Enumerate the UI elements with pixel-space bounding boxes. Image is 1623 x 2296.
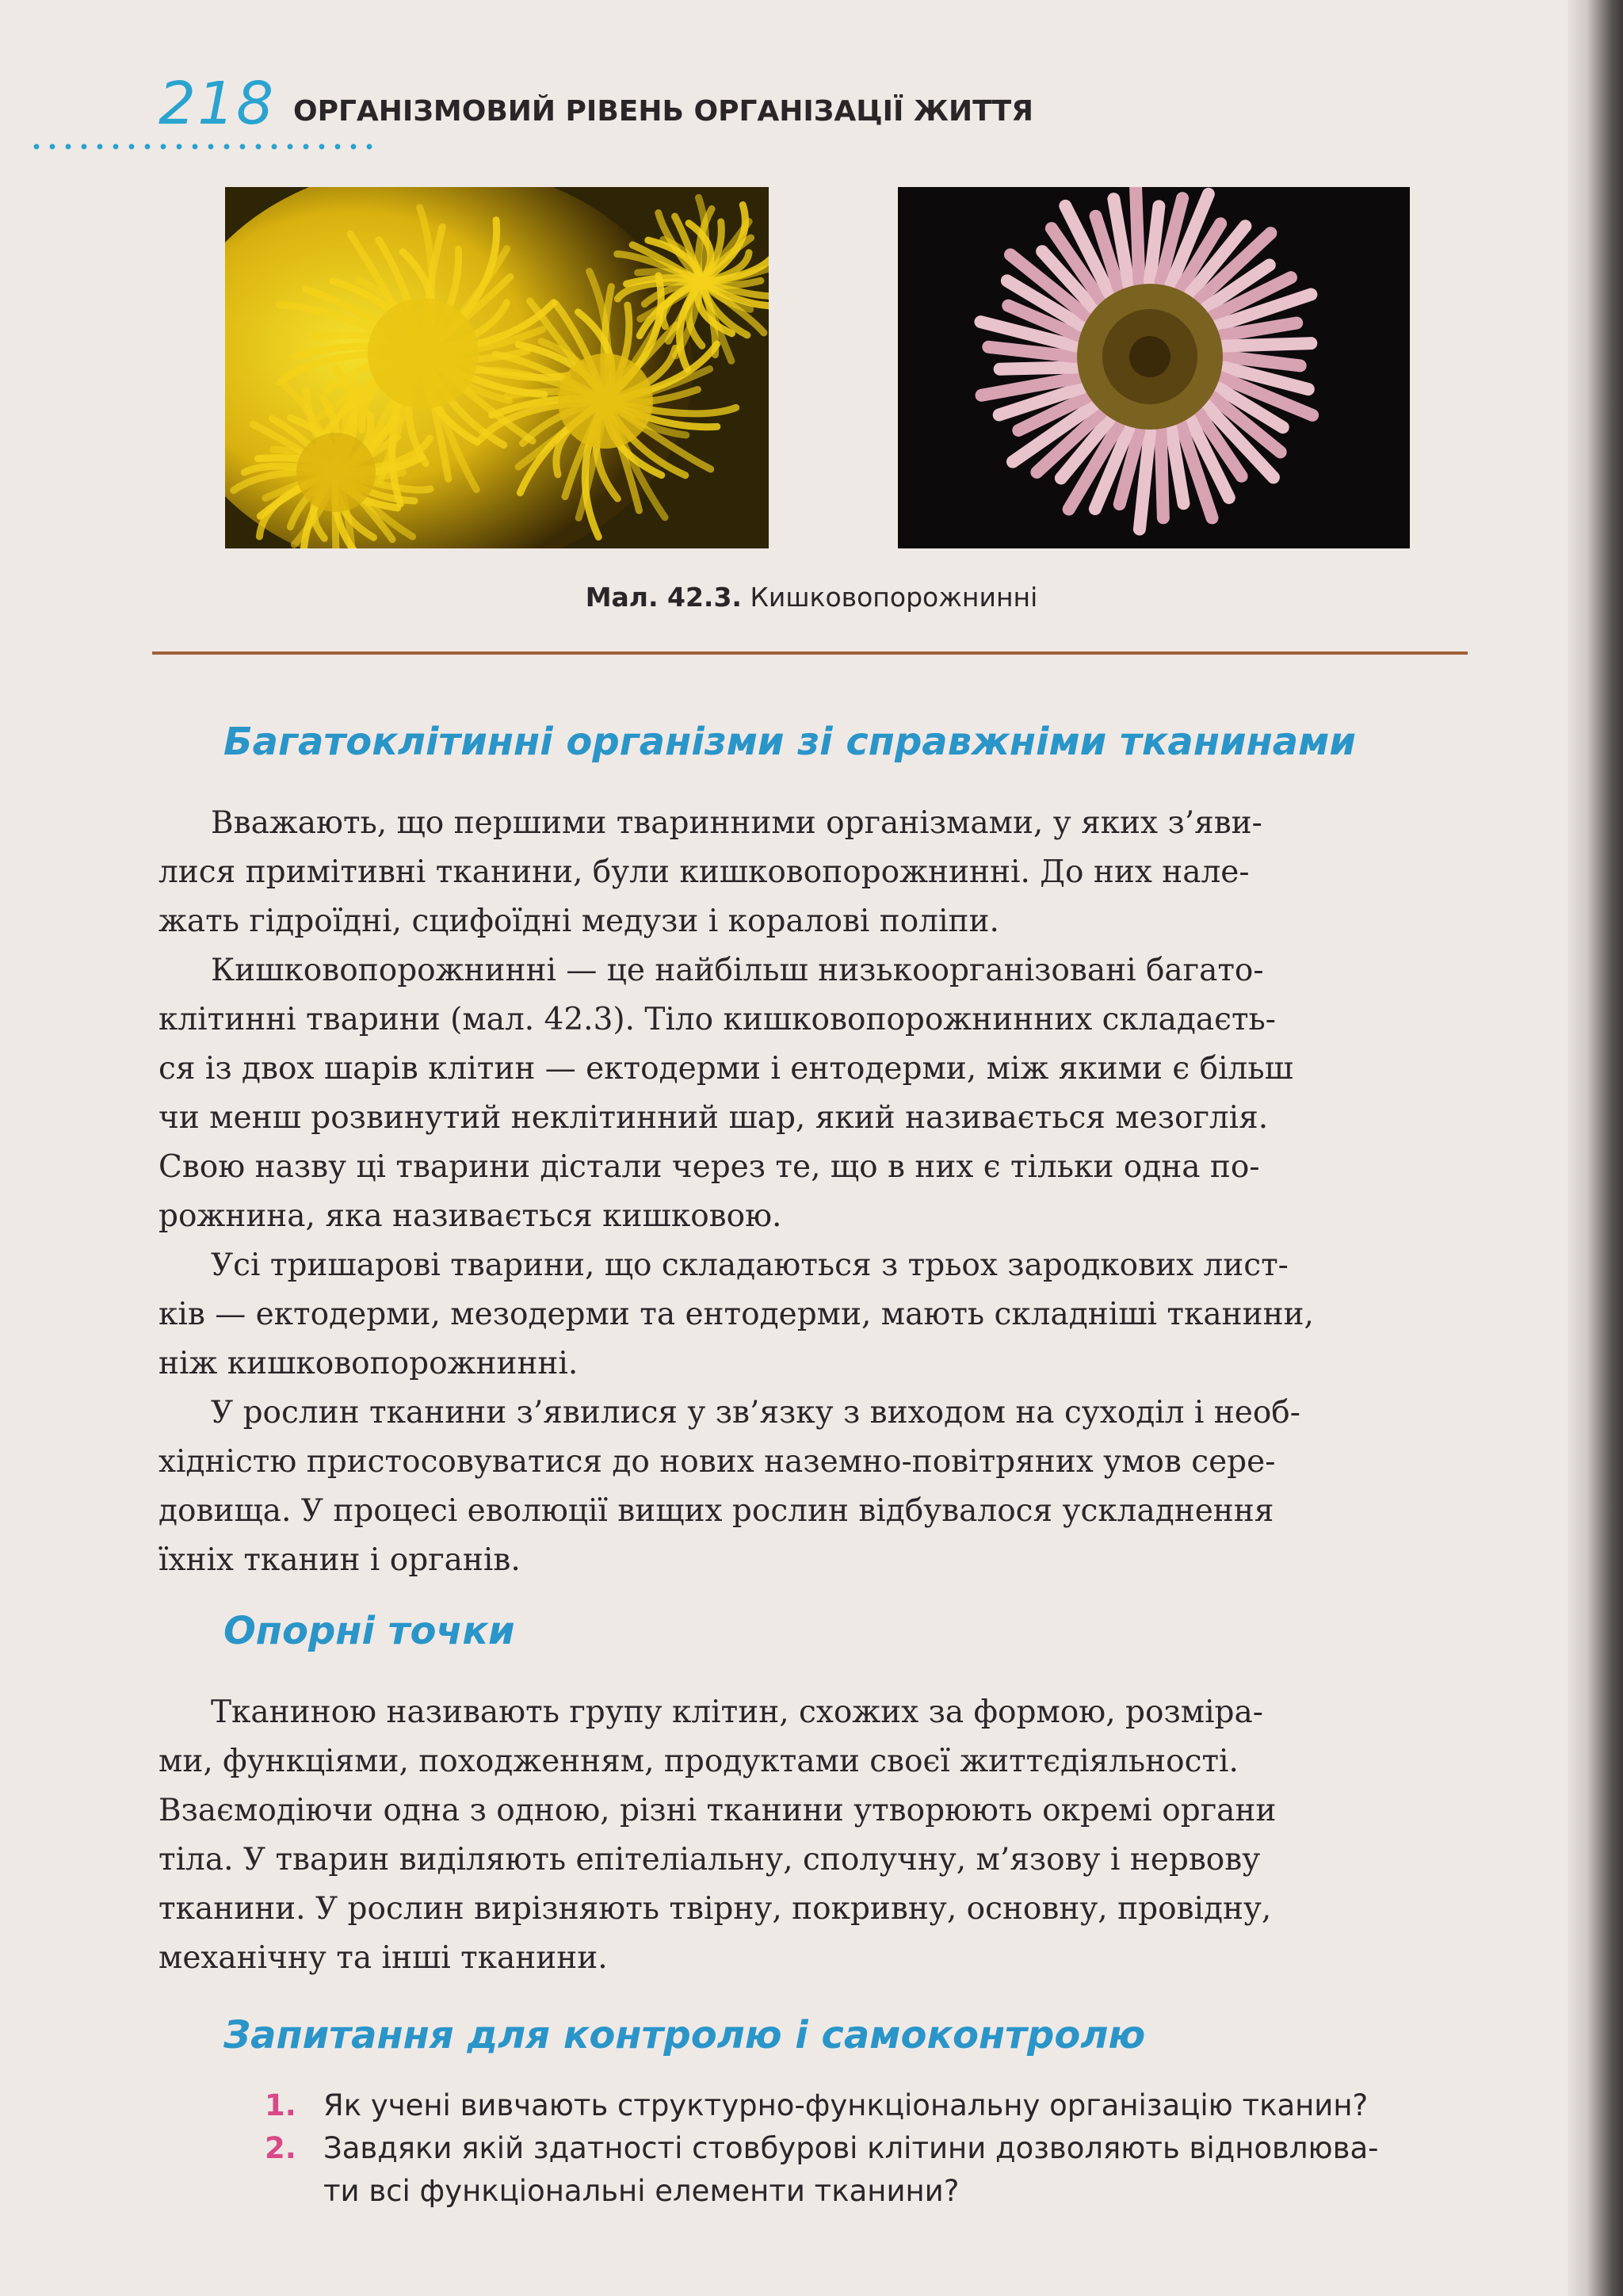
paragraph-line: тіла. У тварин виділяють епітеліальну, сполучну, м’язову і нервову bbox=[158, 1842, 1261, 1878]
figure-caption-label: Мал. 42.3. bbox=[585, 582, 742, 613]
paragraph-line: клітинні тварини (мал. 42.3). Тіло кишковопорожнинних складаєть- bbox=[158, 1002, 1276, 1037]
question-text: Як учені вивчають структурно-функціональну організацію тканин? bbox=[323, 2088, 1369, 2122]
anemone-tentacle bbox=[1161, 431, 1163, 518]
question-text: ти всі функціональні елементи тканини? bbox=[323, 2174, 960, 2208]
page-number: 218 bbox=[158, 70, 276, 138]
paragraph-line: хідністю пристосовуватися до нових наземно-повітряних умов сере- bbox=[158, 1444, 1276, 1480]
key-points-paragraph bbox=[158, 1688, 1471, 1983]
paragraph-line: У рослин тканини з’явилися у зв’язку з виходом на суходіл і необ- bbox=[211, 1395, 1300, 1431]
paragraph-line: механічну та інші тканини. bbox=[158, 1940, 608, 1976]
paragraph-line: ся із двох шарів клітин — ектодерми і ентодерми, між якими є більш bbox=[158, 1051, 1293, 1087]
paragraph-line: Тканиною називають групу клітин, схожих за формою, розміра- bbox=[211, 1694, 1263, 1730]
paragraph-line: Свою назву ці тварини дістали через те, що в них є тільки одна по- bbox=[158, 1149, 1260, 1185]
paragraph-line: лися примітивні тканини, були кишковопорожнинні. До них нале- bbox=[158, 854, 1250, 890]
paragraph-1 bbox=[158, 799, 1471, 946]
paragraph-4 bbox=[158, 1389, 1471, 1585]
question-number: 2. bbox=[265, 2131, 296, 2165]
figure-caption-text: Кишковопорожнинні bbox=[750, 582, 1038, 613]
paragraph-line: ми, функціями, походженням, продуктами своєї життєдіяльності. bbox=[158, 1744, 1239, 1779]
figure-caption bbox=[0, 582, 1623, 613]
paragraph-line: довища. У процесі еволюції вищих рослин відбувалося ускладнення bbox=[158, 1493, 1274, 1529]
question-text: Завдяки якій здатності стовбурові клітини дозволяють відновлюва- bbox=[323, 2131, 1379, 2165]
paragraph-line: Вважають, що першими тваринними організмами, у яких з’яви- bbox=[211, 805, 1262, 841]
anemone-tentacle bbox=[1136, 187, 1140, 282]
paragraph-3 bbox=[158, 1241, 1471, 1389]
photo-yellow-coral-polyps bbox=[225, 187, 769, 548]
paragraph-line: Взаємодіючи одна з одною, різні тканини утворюють окремі органи bbox=[158, 1793, 1277, 1828]
yellow-polyps-image bbox=[225, 187, 769, 548]
question-item bbox=[265, 2127, 1485, 2213]
paragraph-line: Усі тришарові тварини, що складаються з трьох зародкових лист- bbox=[211, 1247, 1289, 1283]
anemone-tentacle bbox=[1224, 343, 1311, 346]
paragraph-line: ніж кишковопорожнинні. bbox=[158, 1346, 579, 1381]
paragraph-line: жать гідроїдні, сцифоїдні медузи і коралові поліпи. bbox=[158, 904, 999, 939]
paragraph-line: чи менш розвинутий неклітинний шар, який називається мезоглія. bbox=[158, 1100, 1269, 1136]
paragraph-line: Кишковопорожнинні — це найбільш низькоорганізовані багато- bbox=[211, 953, 1264, 988]
paragraph-line: ків — ектодерми, мезодерми та ентодерми, мають складніші тканини, bbox=[158, 1297, 1314, 1332]
anemone-tentacle bbox=[1000, 368, 1075, 369]
question-number: 1. bbox=[265, 2088, 296, 2122]
section-divider bbox=[152, 651, 1468, 655]
paragraph-line: тканини. У рослин вирізняють твірну, покривну, основну, провідну, bbox=[158, 1891, 1272, 1927]
paragraph-2 bbox=[158, 946, 1471, 1241]
running-title: ОРГАНІЗМОВИЙ РІВЕНЬ ОРГАНІЗАЦІЇ ЖИТТЯ bbox=[293, 95, 1033, 128]
section-heading-key-points: Опорні точки bbox=[223, 1609, 515, 1653]
question-item bbox=[265, 2084, 1485, 2127]
section-heading-multicellular: Багатоклітинні організми зі справжніми тканинами bbox=[223, 720, 1357, 764]
paragraph-line: їхніх тканин і органів. bbox=[158, 1542, 521, 1578]
page-edge-shadow bbox=[1568, 0, 1623, 2296]
photo-sea-anemone bbox=[898, 187, 1410, 548]
sea-anemone-image bbox=[898, 187, 1410, 548]
header-dotted-line bbox=[29, 143, 377, 151]
section-heading-questions: Запитання для контролю і самоконтролю bbox=[223, 2013, 1146, 2057]
questions-list bbox=[265, 2084, 1485, 2213]
paragraph-line: рожнина, яка називається кишковою. bbox=[158, 1198, 782, 1234]
